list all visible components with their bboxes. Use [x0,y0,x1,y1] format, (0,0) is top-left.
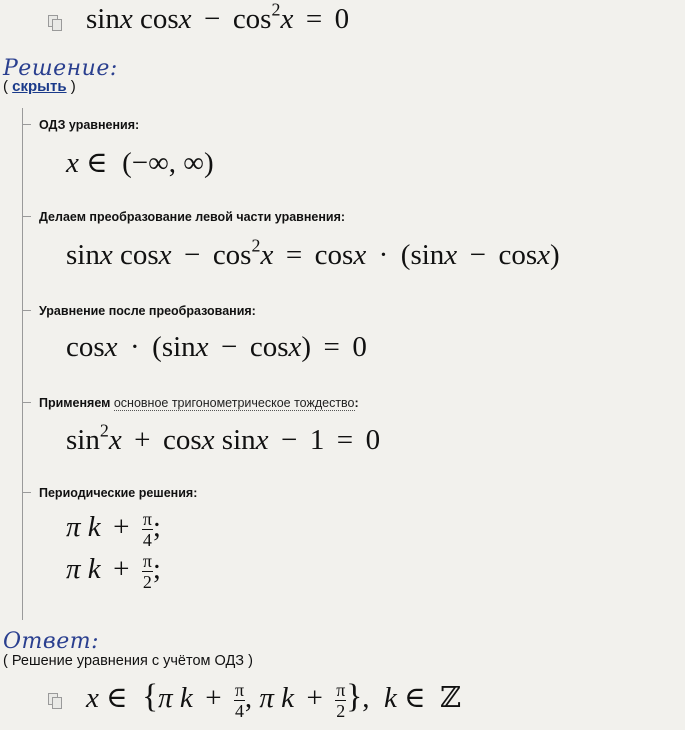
tree-branch [22,402,31,403]
periodic-solution-1: π k + $\frac{\pi}{4}$ ; [66,509,161,550]
fraction-pi-over-4: $\frac{\pi}{4}$ [142,509,152,550]
toggle-open-paren: ( [3,78,13,95]
identity-equation: $\sin^2x + \cos x$ sinx − 1 = 0 [66,420,381,456]
identity-link[interactable]: основное тригонометрическое тождество [113,396,355,410]
tree-branch [22,310,31,311]
step-label-identity [39,396,359,410]
step-label-domain: ОДЗ уравнения: [39,118,140,132]
tree-branch [22,124,31,125]
solution-heading: Решение: [3,56,118,81]
transformed-equation: cosx · (sinx − cosx) = 0 [66,331,367,363]
copy-icon[interactable] [48,693,62,708]
answer-note: ( Решение уравнения с учётом ОДЗ ) [3,653,253,669]
domain-equation: x ∈ (−∞, ∞) [66,147,214,179]
hide-link[interactable]: скрыть [12,78,67,95]
fraction-pi-over-2: $\frac{\pi}{2}$ [142,551,152,592]
problem-equation: sinx $\cos x - \cos^2x = 0$ [86,0,350,35]
transform-equation: sinx $\cos x - \cos^2x = \cos x \cdot (\sin x - \cos x)$ [66,235,560,271]
tree-branch [22,492,31,493]
identity-label-prefix: Применяем [39,396,114,410]
step-label-after-transform: Уравнение после преобразования: [39,304,256,318]
step-label-periodic: Периодические решения: [39,486,198,500]
toggle-close-paren: ) [66,78,76,95]
periodic-solution-2: π k + $\frac{\pi}{2}$ ; [66,551,161,592]
answer-equation: x ∈ {π k + $\frac{\pi}{4}$ , π k + $\frac{\pi}{2}$ }, k ∈ ℤ [86,678,462,721]
answer-heading: Ответ: [3,629,99,654]
tree-branch [22,216,31,217]
copy-icon[interactable] [48,15,62,30]
step-label-transform: Делаем преобразование левой части уравнения: [39,210,346,224]
solution-toggle [3,78,76,95]
steps-tree-line [22,108,23,620]
identity-label-suffix: : [354,396,359,410]
